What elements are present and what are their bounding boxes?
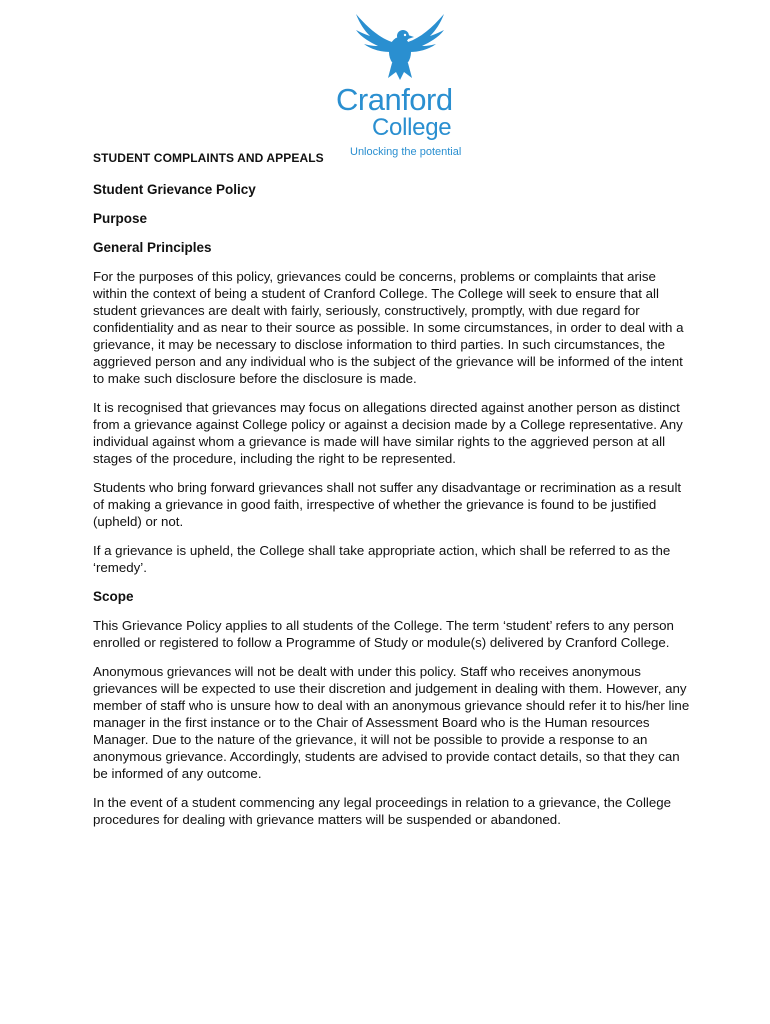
- scope-heading: Scope: [93, 589, 134, 604]
- document-body: [93, 150, 693, 840]
- principles-heading: General Principles: [93, 240, 212, 255]
- principles-paragraph-4: If a grievance is upheld, the College shall take appropriate action, which shall be referred to as the ‘remedy’.: [93, 543, 671, 575]
- policy-title: Student Grievance Policy: [93, 182, 256, 197]
- principles-paragraph-3: Students who bring forward grievances shall not suffer any disadvantage or recrimination as a result of making a grievance in good faith, irrespective of whether the grievance is found to be justified (upheld) or not.: [93, 480, 682, 529]
- purpose-heading: Purpose: [93, 211, 148, 226]
- principles-paragraph-1: For the purposes of this policy, grievances could be concerns, problems or complaints that arise within the context of being a student of Cranford College. The College will seek to ensure that all student grievances are dealt with fairly, seriously, constructively, promptly, with due regard for confidentiality and as near to their source as possible. In some circumstances, in order to deal with a grievance, it may be necessary to disclose information to third parties. In such circumstances, the aggrieved person and any individual who is the subject of the grievance will be informed of the intent to make such disclosure before the disclosure is made.: [93, 269, 684, 386]
- scope-paragraph-3: In the event of a student commencing any legal proceedings in relation to a grievance, the College procedures for dealing with grievance matters will be suspended or abandoned.: [93, 795, 672, 827]
- logo-subname: College: [372, 114, 452, 141]
- document-header: STUDENT COMPLAINTS AND APPEALS: [93, 151, 324, 165]
- logo-tagline: Unlocking the potential: [350, 146, 462, 158]
- scope-paragraph-1: This Grievance Policy applies to all students of the College. The term ‘student’ refers to any person enrolled or registered to follow a Programme of Study or module(s) delivered by Cranford College.: [93, 618, 674, 650]
- principles-paragraph-2: It is recognised that grievances may focus on allegations directed against another person as distinct from a grievance against College policy or against a decision made by a College representative. Any individual against whom a grievance is made will have similar rights to the aggrieved person at all stages of the procedure, including the right to be represented.: [93, 400, 683, 466]
- college-logo: [330, 8, 470, 156]
- bird-icon: [330, 8, 470, 83]
- logo-name: Cranford: [336, 82, 453, 117]
- scope-paragraph-2: Anonymous grievances will not be dealt with under this policy. Staff who receives anonymous grievances will be expected to use their discretion and judgement in dealing with them. However, any member of staff who is unsure how to deal with an anonymous grievance should refer it to his/her line manager in the first instance or to the Chair of Assessment Board who is the Human resources Manager. Due to the nature of the grievance, it will not be possible to provide a response to an anonymous grievance. Accordingly, students are advised to provide contact details, so that they can be informed of any outcome.: [93, 664, 690, 781]
